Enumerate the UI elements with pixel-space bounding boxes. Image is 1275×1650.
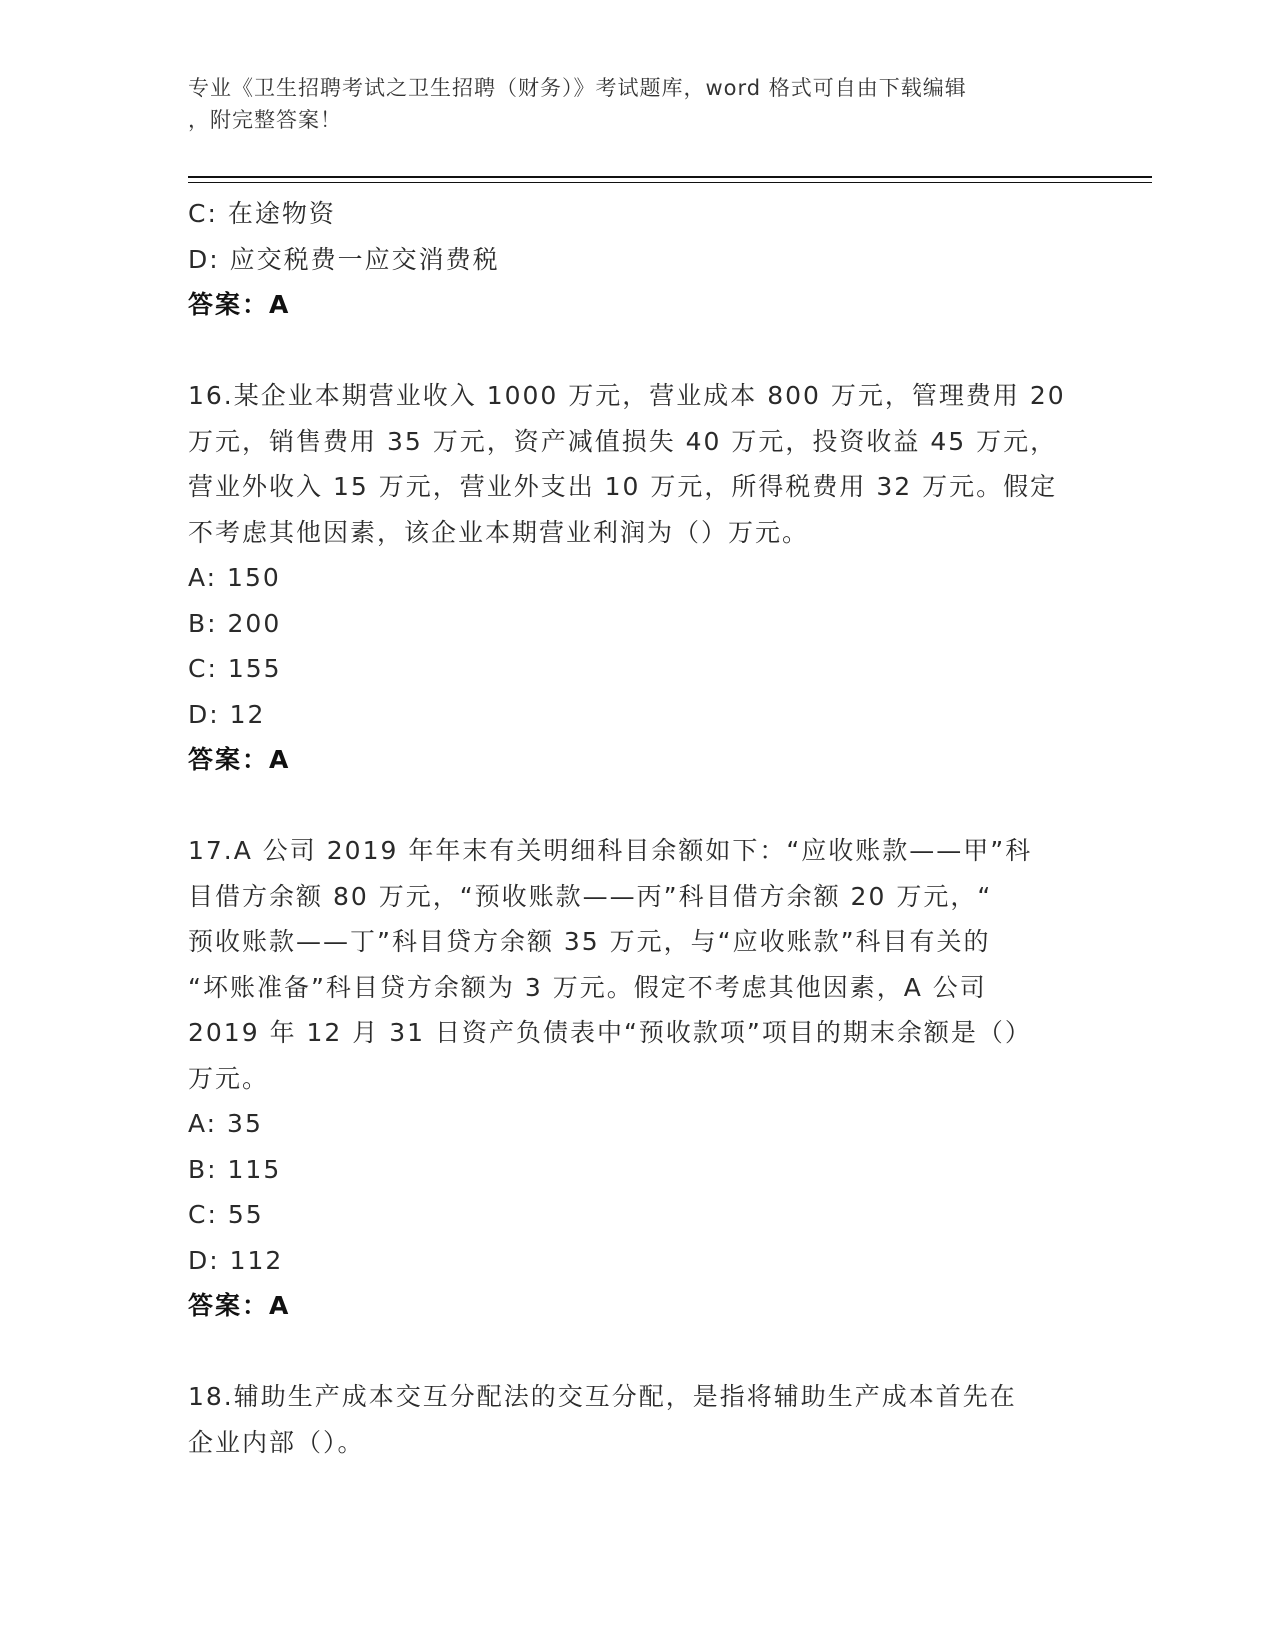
header-rule-thick xyxy=(188,176,1152,178)
option-a: A: 150 xyxy=(188,563,281,592)
spacer xyxy=(188,783,1088,829)
option-d: D: 12 xyxy=(188,699,266,729)
option-d: D: 112 xyxy=(188,1245,284,1275)
option-a: A: 35 xyxy=(188,1109,263,1138)
option-b: B: 115 xyxy=(188,1154,282,1184)
question-stem-line: 目借方余额 80 万元，“预收账款——丙”科目借方余额 20 万元，“ xyxy=(188,881,993,911)
spacer xyxy=(188,1329,1088,1375)
option-c: C: 在途物资 xyxy=(188,199,336,228)
prev-question xyxy=(188,191,1088,328)
option-c: C: 155 xyxy=(188,654,282,683)
option-d: D: 应交税费一应交消费税 xyxy=(188,244,500,274)
question-stem-line: 企业内部（）。 xyxy=(188,1427,365,1457)
document-header xyxy=(188,72,1068,136)
answer-line: 答案：A xyxy=(188,290,291,319)
question-18 xyxy=(188,1374,1088,1465)
question-stem-line: 万元，销售费用 35 万元，资产减值损失 40 万元，投资收益 45 万元， xyxy=(188,426,1058,456)
header-line-2: ，附完整答案！ xyxy=(188,108,342,132)
question-17 xyxy=(188,828,1088,1329)
question-stem-line: 不考虑其他因素，该企业本期营业利润为（）万元。 xyxy=(188,517,810,547)
answer-line: 答案：A xyxy=(188,745,291,774)
question-stem-line: 预收账款——丁”科目贷方余额 35 万元，与“应收账款”科目有关的 xyxy=(188,927,991,956)
header-rule-thin xyxy=(188,182,1152,183)
question-stem-line: 18.辅助生产成本交互分配法的交互分配，是指将辅助生产成本首先在 xyxy=(188,1382,1017,1411)
question-stem-line: “坏账准备”科目贷方余额为 3 万元。假定不考虑其他因素，A 公司 xyxy=(188,972,987,1002)
question-stem-line: 17.A 公司 2019 年年末有关明细科目余额如下：“应收账款——甲”科 xyxy=(188,836,1033,865)
question-stem-line: 营业外收入 15 万元，营业外支出 10 万元，所得税费用 32 万元。假定 xyxy=(188,472,1058,501)
header-line-1: 专业《卫生招聘考试之卫生招聘（财务）》考试题库，word 格式可自由下载编辑 xyxy=(188,76,967,100)
question-stem-line: 16.某企业本期营业收入 1000 万元，营业成本 800 万元，管理费用 20 xyxy=(188,381,1066,410)
option-c: C: 55 xyxy=(188,1200,264,1229)
question-16 xyxy=(188,373,1088,783)
option-b: B: 200 xyxy=(188,608,282,638)
spacer xyxy=(188,328,1088,374)
question-stem-line: 2019 年 12 月 31 日资产负债表中“预收款项”项目的期末余额是（） xyxy=(188,1018,1032,1047)
answer-line: 答案：A xyxy=(188,1291,291,1320)
document-body xyxy=(188,191,1088,1465)
question-stem-line: 万元。 xyxy=(188,1063,270,1093)
